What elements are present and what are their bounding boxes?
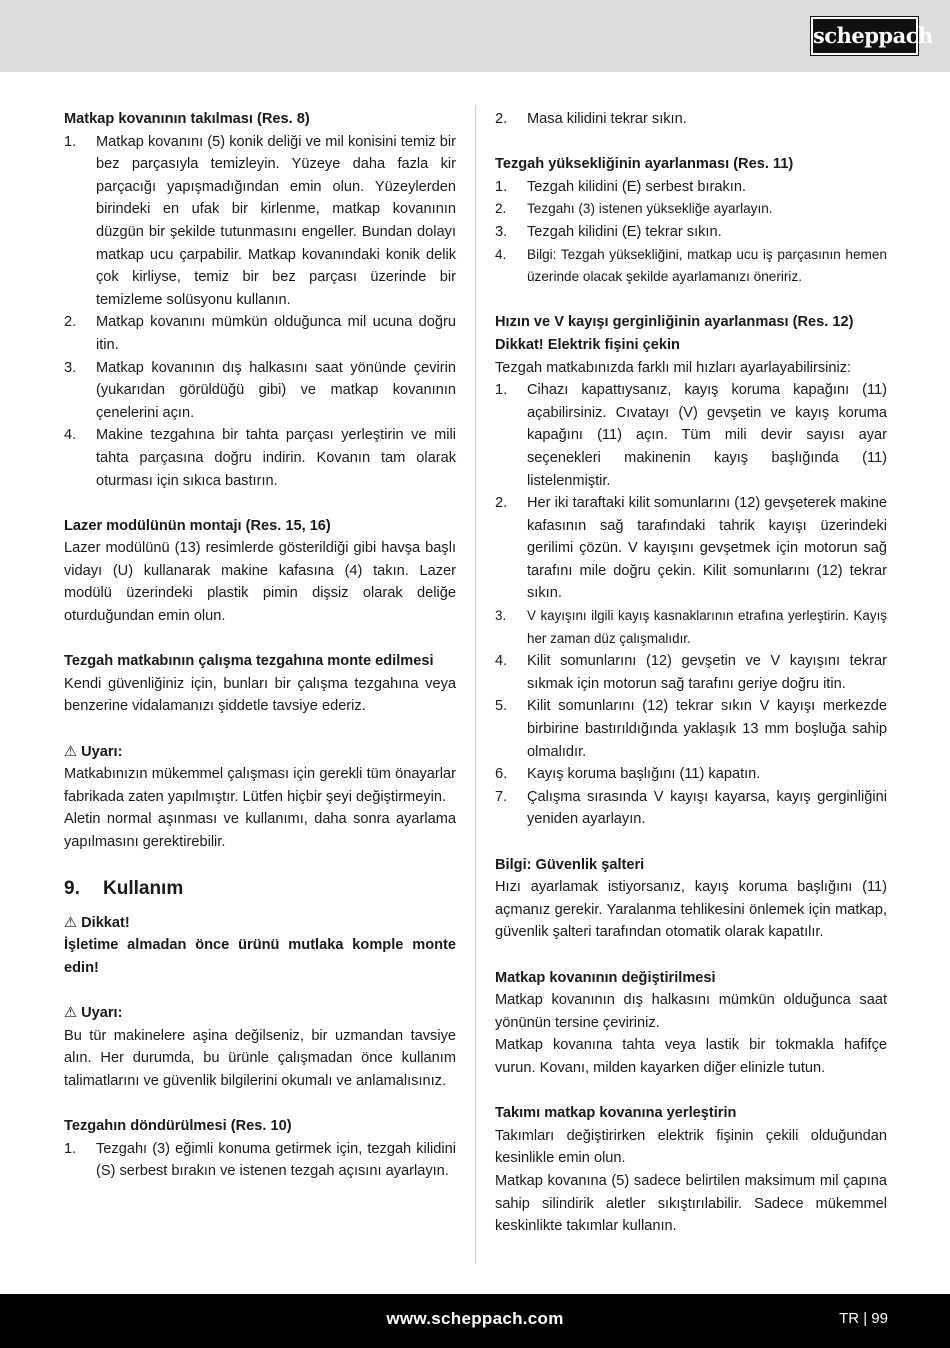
list-item: 3. Tezgah kilidini (E) tekrar sıkın. [495,223,722,240]
warning-text-2: Aletin normal aşınması ve kullanımı, daha sonra ayarlama yapılmasını gerektirebilir. [64,811,456,850]
right-column [495,108,887,1238]
list-item: 2. Matkap kovanını mümkün olduğunca mil ucuna doğru itin. [64,314,456,353]
table-rotate-steps-cont [495,108,887,131]
list-item: 1. Cihazı kapattıysanız, kayış koruma kapağını (11) açabilirsiniz. Cıvatayı (V) gevşetin ve kayış koruma kapağını (11) açın. Tüm mili devir sayısı ayar seçenekleri makinenin kayış başlığında (11) listelenmiştir. [495,382,887,489]
list-item: 4. Makine tezgahına bir tahta parçası yerleştirin ve mili tahta parçasına doğru indirin. Kovanın tam olarak oturması için sıkıca bastırın. [64,427,456,489]
speed-intro: Tezgah matkabınızda farklı mil hızları ayarlayabilirsiniz: [495,359,852,376]
section-heading-speed: Hızın ve V kayışı gerginliğinin ayarlanması (Res. 12) [495,314,854,331]
section-heading-workbench: Tezgah matkabının çalışma tezgahına monte edilmesi [64,653,434,670]
warning-triangle-icon: ⚠ [64,914,78,931]
chuck-change-text-2: Matkap kovanına tahta veya lastik bir tokmakla hafifçe vurun. Kovanı, milden kayarken diğer elinizle tutun. [495,1037,887,1076]
list-item: 5. Kilit somunlarını (12) tekrar sıkın V kayışı merkezde birbirine bastırıldığında yaklaşık 13 mm boşluğa sahip olmalıdır. [495,698,887,760]
warning-text-3: Bu tür makinelere aşina değilseniz, bir uzmandan tavsiye alın. Her durumda, bu ürünle çalışmadan önce kullanım talimatlarını ve güvenlik bilgilerini okumalı ve anlamalısınız. [64,1027,456,1089]
insert-tool-text: Takımları değiştirirken elektrik fişinin çekili olduğundan kesinlikle emin olun. [495,1127,887,1167]
column-divider [475,106,476,1264]
safety-switch-text: Hızı ayarlamak istiyorsanız, kayış koruma başlığını (11) açmanız gerekir. Yaralanma tehlikesini önlemek için matkap, güvenlik şalteri tarafından otomatik olarak kapatılır. [495,879,887,941]
section-heading-safety-switch: Bilgi: Güvenlik şalteri [495,856,645,873]
chapter-title: 9. Kullanım [64,877,184,899]
list-item: 1. Tezgah kilidini (E) serbest bırakın. [495,178,746,195]
header-band [0,0,950,72]
section-heading-laser: Lazer modülünün montajı (Res. 15, 16) [64,517,331,534]
scheppach-logo: scheppach [811,17,918,55]
workbench-text: Kendi güvenliğiniz için, bunları bir çalışma tezgahına veya benzerine vidalamanızı şiddetle tavsiye ederiz. [64,675,456,715]
section-heading-table-height: Tezgah yüksekliğinin ayarlanması (Res. 11) [495,156,794,173]
warning-triangle-icon: ⚠ [64,1004,78,1021]
list-item: 7. Çalışma sırasında V kayışı kayarsa, kayış gerginliğini yeniden ayarlayın. [495,788,887,828]
section-heading-chuck-install: Matkap kovanının takılması (Res. 8) [64,111,310,127]
section-heading-chuck-change: Matkap kovanının değiştirilmesi [495,969,716,986]
section-heading-table-rotate: Tezgahın döndürülmesi (Res. 10) [64,1117,292,1134]
list-item: 2. Masa kilidini tekrar sıkın. [495,111,687,127]
list-item: 2. Tezgahı (3) istenen yüksekliğe ayarlayın. [495,201,773,217]
warning-text: Matkabınızın mükemmel çalışması için gerekli tüm önayarlar fabrikada zaten yapılmıştır. Lütfen hiçbir şeyi değiştirmeyin. [64,766,456,805]
caution-heading: ⚠ Dikkat! [64,914,130,931]
section-subheading-unplug: Dikkat! Elektrik fişini çekin [495,336,680,353]
list-item: 1. Matkap kovanını (5) konik deliği ve mil konisini temiz bir bez parçasıyla temizleyin. Yüzeye daha fazla kir parçacığı yapışmadığından emin olun. Yüzeylerden birindeki en ufak bir kirlenme, matkap kovanının düzgün bir şekilde tutunmasını engeller. Bundan dolayı matkap ucu çarpabilir. Matkap kovanındaki konik delik çok kirliyse, temiz bir bez parçası üzerinde bir temizleme solüsyonu kullanın. [64,133,456,308]
footer-url-link[interactable]: www.scheppach.com [386,1309,564,1328]
table-rotate-steps [64,1138,456,1183]
list-item: 3. Matkap kovanının dış halkasını saat yönünde çevirin (yukarıdan görüldüğü gibi) ve matkap kovanının çenelerini açın. [64,359,456,421]
list-item: 4. Bilgi: Tezgah yüksekliğini, matkap ucu iş parçasının hemen üzerinde olacak şekilde ayarlamanızı öneririz. [495,246,887,285]
warning-heading: ⚠ Uyarı: [64,743,123,760]
warning-triangle-icon: ⚠ [64,743,78,760]
left-column [64,108,456,1183]
list-item: 4. Kilit somunlarını (12) gevşetin ve V kayışını tekrar sıkmak için motorun sağ tarafını geriye doğru itin. [495,653,887,692]
speed-steps [495,379,887,831]
footer-bar [0,1294,950,1348]
laser-text: Lazer modülünü (13) resimlerde gösterildiği gibi havşa başlı vidayı (U) kullanarak makine kafasına (4) takın. Lazer modülü üzerindeki plastik pimin dişsiz olarak deliğe oturduğundan emin olun. [64,540,456,625]
list-item: 3. V kayışını ilgili kayış kasnaklarının etrafına yerleştirin. Kayış her zaman düz çalışmalıdır. [495,608,887,646]
chuck-change-text: Matkap kovanının dış halkasını mümkün olduğunca saat yönünün tersine çeviriniz. [495,992,887,1031]
list-item: 2. Her iki taraftaki kilit somunlarını (12) gevşeterek makine kafasının sağ tarafındaki tahrik kayışı üzerindeki gerilimi çözün. V kayışını gevşetmek için motorun sağ tarafını mile doğru çekin. Kilit somunlarını (12) tekrar sıkın. [495,495,887,602]
warning-heading-2: ⚠ Uyarı: [64,1004,123,1021]
list-item: 6. Kayış koruma başlığını (11) kapatın. [495,766,761,783]
page-number: TR | 99 [839,1310,888,1327]
caution-text: İşletime almadan önce ürünü mutlaka komple monte edin! [64,937,456,976]
list-item: 1. Tezgahı (3) eğimli konuma getirmek için, tezgah kilidini (S) serbest bırakın ve istenen tezgah açısını ayarlayın. [64,1140,456,1180]
insert-tool-text-2: Matkap kovanına (5) sadece belirtilen maksimum mil çapına sahip silindirik aletler sıkıştırılabilir. Sadece mükemmel keskinlikte takımlar kullanın. [495,1172,887,1235]
section-heading-insert-tool: Takımı matkap kovanına yerleştirin [495,1105,737,1122]
chuck-install-steps [64,131,456,493]
table-height-steps [495,176,887,289]
